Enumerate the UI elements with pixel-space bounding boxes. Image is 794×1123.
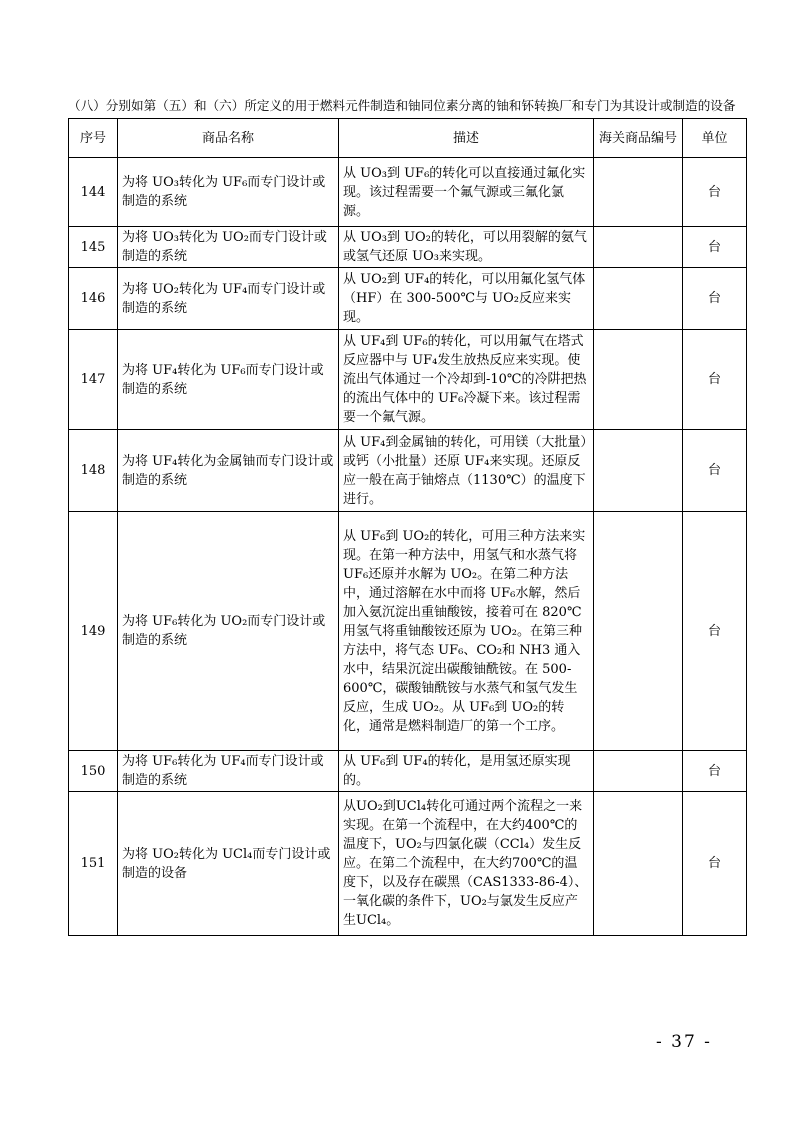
- table-row: [69, 792, 747, 936]
- row-hs-code: [594, 512, 683, 751]
- page-number: - 37 -: [656, 1032, 712, 1052]
- table-row: [69, 158, 747, 227]
- row-name: 为将 UO₃转化为 UO₂而专门设计或制造的系统: [118, 227, 339, 268]
- row-hs-code: [594, 430, 683, 512]
- row-no: 149: [69, 512, 118, 751]
- header-no: 序号: [69, 119, 118, 158]
- header-name: 商品名称: [118, 119, 339, 158]
- row-name: 为将 UF₆转化为 UO₂而专门设计或制造的系统: [118, 512, 339, 751]
- row-description: 从 UO₃到 UO₂的转化，可以用裂解的氨气或氢气还原 UO₃来实现。: [339, 227, 594, 268]
- row-unit: 台: [683, 330, 747, 430]
- row-hs-code: [594, 330, 683, 430]
- header-description: 描述: [339, 119, 594, 158]
- row-name: 为将 UF₄转化为 UF₆而专门设计或制造的系统: [118, 330, 339, 430]
- row-no: 151: [69, 792, 118, 936]
- row-hs-code: [594, 227, 683, 268]
- row-no: 146: [69, 268, 118, 330]
- row-unit: 台: [683, 227, 747, 268]
- row-name: 为将 UO₂转化为 UCl₄而专门设计或制造的设备: [118, 792, 339, 936]
- row-hs-code: [594, 751, 683, 792]
- row-description: 从 UF₄到金属铀的转化，可用镁（大批量）或钙（小批量）还原 UF₄来实现。还原反应一般在高于铀熔点（1130℃）的温度下进行。: [339, 430, 594, 512]
- row-name: 为将 UF₆转化为 UF₄而专门设计或制造的系统: [118, 751, 339, 792]
- table-row: [69, 512, 747, 751]
- row-no: 150: [69, 751, 118, 792]
- row-description: 从 UO₂到 UF₄的转化，可以用氟化氢气体（HF）在 300-500℃与 UO₂反应来实现。: [339, 268, 594, 330]
- row-name: 为将 UO₂转化为 UF₄而专门设计或制造的系统: [118, 268, 339, 330]
- table-row: [69, 430, 747, 512]
- row-hs-code: [594, 268, 683, 330]
- row-description: 从 UF₆到 UF₄的转化，是用氢还原实现的。: [339, 751, 594, 792]
- row-description: 从UO₂到UCl₄转化可通过两个流程之一来实现。在第一个流程中，在大约400℃的温度下，UO₂与四氯化碳（CCl₄）发生反应。在第二个流程中，在大约700℃的温度下，以及存在碳黑（CAS1333-86-4）、一氧化碳的条件下，UO₂与氯发生反应产生UCl₄。: [339, 792, 594, 936]
- row-no: 147: [69, 330, 118, 430]
- row-description: 从 UF₆到 UO₂的转化，可用三种方法来实现。在第一种方法中，用氢气和水蒸气将 UF₆还原并水解为 UO₂。在第二种方法中，通过溶解在水中而将 UF₆水解，然后加入氨沉淀出重铀酸铵，接着可在 820℃用氢气将重铀酸铵还原为 UO₂。在第三种方法中，将气态 UF₆、CO₂和 NH3 通入水中，结果沉淀出碳酸铀酰铵。在 500-600℃，碳酸铀酰铵与水蒸气和氢气发生反应，生成 UO₂。从 UF₆到 UO₂的转化，通常是燃料制造厂的第一个工序。: [339, 512, 594, 751]
- row-description: 从 UO₃到 UF₆的转化可以直接通过氟化实现。该过程需要一个氟气源或三氟化氯源。: [339, 158, 594, 227]
- row-unit: 台: [683, 430, 747, 512]
- goods-table: [68, 118, 747, 936]
- row-no: 145: [69, 227, 118, 268]
- table-row: [69, 268, 747, 330]
- row-description: 从 UF₄到 UF₆的转化，可以用氟气在塔式反应器中与 UF₄发生放热反应来实现。使流出气体通过一个冷却到-10℃的冷阱把热的流出气体中的 UF₆冷凝下来。该过程需要一个氟气源。: [339, 330, 594, 430]
- table-row: [69, 751, 747, 792]
- row-unit: 台: [683, 512, 747, 751]
- row-hs-code: [594, 158, 683, 227]
- table-row: [69, 330, 747, 430]
- row-unit: 台: [683, 158, 747, 227]
- table-header-row: [69, 119, 747, 158]
- row-unit: 台: [683, 268, 747, 330]
- header-hs-code: 海关商品编号: [594, 119, 683, 158]
- section-title: （八）分别如第（五）和（六）所定义的用于燃料元件制造和铀同位素分离的铀和钚转换厂和专门为其设计或制造的设备: [68, 98, 736, 113]
- table-row: [69, 227, 747, 268]
- header-unit: 单位: [683, 119, 747, 158]
- row-no: 144: [69, 158, 118, 227]
- row-no: 148: [69, 430, 118, 512]
- row-hs-code: [594, 792, 683, 936]
- row-name: 为将 UO₃转化为 UF₆而专门设计或制造的系统: [118, 158, 339, 227]
- row-unit: 台: [683, 792, 747, 936]
- row-unit: 台: [683, 751, 747, 792]
- row-name: 为将 UF₄转化为金属铀而专门设计或制造的系统: [118, 430, 339, 512]
